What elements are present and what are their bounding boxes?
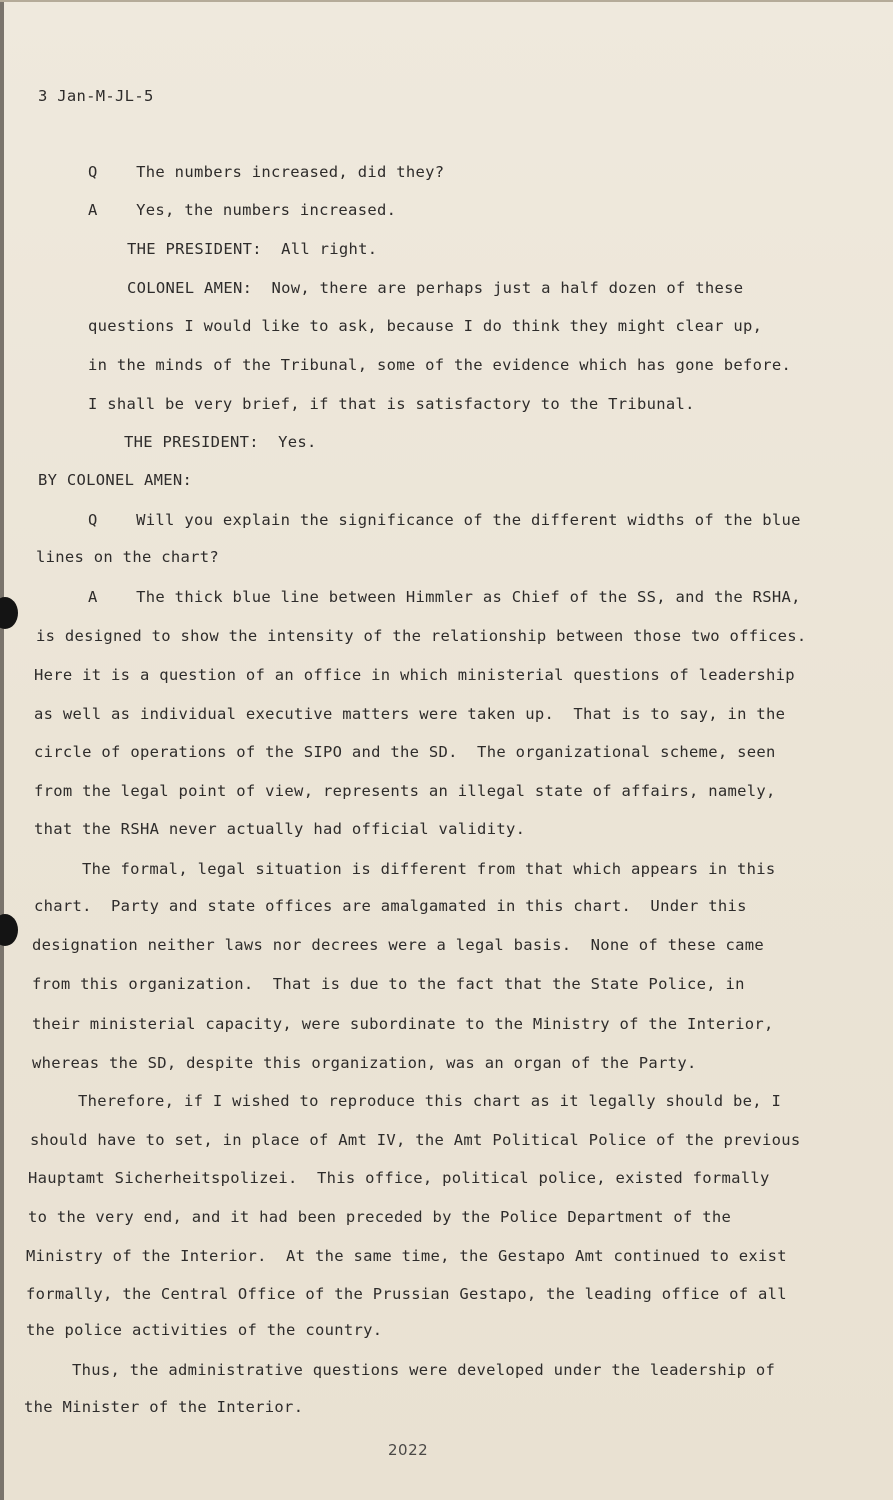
transcript-line: A Yes, the numbers increased.: [88, 201, 397, 219]
punch-hole-lower: [0, 914, 18, 946]
transcript-line: chart. Party and state offices are amalgamated in this chart. Under this: [34, 897, 747, 915]
transcript-line: Thus, the administrative questions were developed under the leadership of: [72, 1361, 776, 1379]
transcript-line: should have to set, in place of Amt IV, the Amt Political Police of the previous: [30, 1131, 801, 1149]
transcript-line: THE PRESIDENT: All right.: [127, 240, 378, 258]
transcript-line: as well as individual executive matters were taken up. That is to say, in the: [34, 705, 786, 723]
transcript-line: the Minister of the Interior.: [24, 1398, 304, 1416]
transcript-line: whereas the SD, despite this organization, was an organ of the Party.: [32, 1054, 697, 1072]
section-heading: BY COLONEL AMEN:: [38, 471, 193, 489]
transcript-line: questions I would like to ask, because I do think they might clear up,: [88, 317, 763, 335]
punch-hole-upper: [0, 597, 18, 629]
document-reference: 3 Jan-M-JL-5: [38, 87, 154, 105]
transcript-line: Q Will you explain the significance of the different widths of the blue: [88, 511, 801, 529]
page-number: 2022: [388, 1441, 429, 1459]
transcript-line: Therefore, if I wished to reproduce this chart as it legally should be, I: [78, 1092, 782, 1110]
transcript-line: COLONEL AMEN: Now, there are perhaps just a half dozen of these: [127, 279, 744, 297]
transcript-line: circle of operations of the SIPO and the SD. The organizational scheme, seen: [34, 743, 776, 761]
page-top-edge: [0, 0, 893, 2]
transcript-line: lines on the chart?: [36, 548, 220, 566]
transcript-line: Hauptamt Sicherheitspolizei. This office, political police, existed formally: [28, 1169, 770, 1187]
transcript-line: Ministry of the Interior. At the same time, the Gestapo Amt continued to exist: [26, 1247, 787, 1265]
transcript-line: THE PRESIDENT: Yes.: [124, 433, 317, 451]
transcript-line: designation neither laws nor decrees were a legal basis. None of these came: [32, 936, 765, 954]
transcript-line: from the legal point of view, represents an illegal state of affairs, namely,: [34, 782, 776, 800]
transcript-line: the police activities of the country.: [26, 1321, 383, 1339]
transcript-line: their ministerial capacity, were subordinate to the Ministry of the Interior,: [32, 1015, 774, 1033]
transcript-line: formally, the Central Office of the Prussian Gestapo, the leading office of all: [26, 1285, 787, 1303]
page-left-edge: [0, 0, 4, 1500]
transcript-line: A The thick blue line between Himmler as Chief of the SS, and the RSHA,: [88, 588, 801, 606]
transcript-line: that the RSHA never actually had official validity.: [34, 820, 526, 838]
transcript-line: I shall be very brief, if that is satisfactory to the Tribunal.: [88, 395, 695, 413]
transcript-line: The formal, legal situation is different from that which appears in this: [82, 860, 776, 878]
transcript-line: in the minds of the Tribunal, some of the evidence which has gone before.: [88, 356, 792, 374]
transcript-line: Q The numbers increased, did they?: [88, 163, 445, 181]
transcript-line: is designed to show the intensity of the relationship between those two offices.: [36, 627, 807, 645]
transcript-line: from this organization. That is due to the fact that the State Police, in: [32, 975, 745, 993]
transcript-line: to the very end, and it had been preceded by the Police Department of the: [28, 1208, 732, 1226]
transcript-line: Here it is a question of an office in which ministerial questions of leadership: [34, 666, 795, 684]
